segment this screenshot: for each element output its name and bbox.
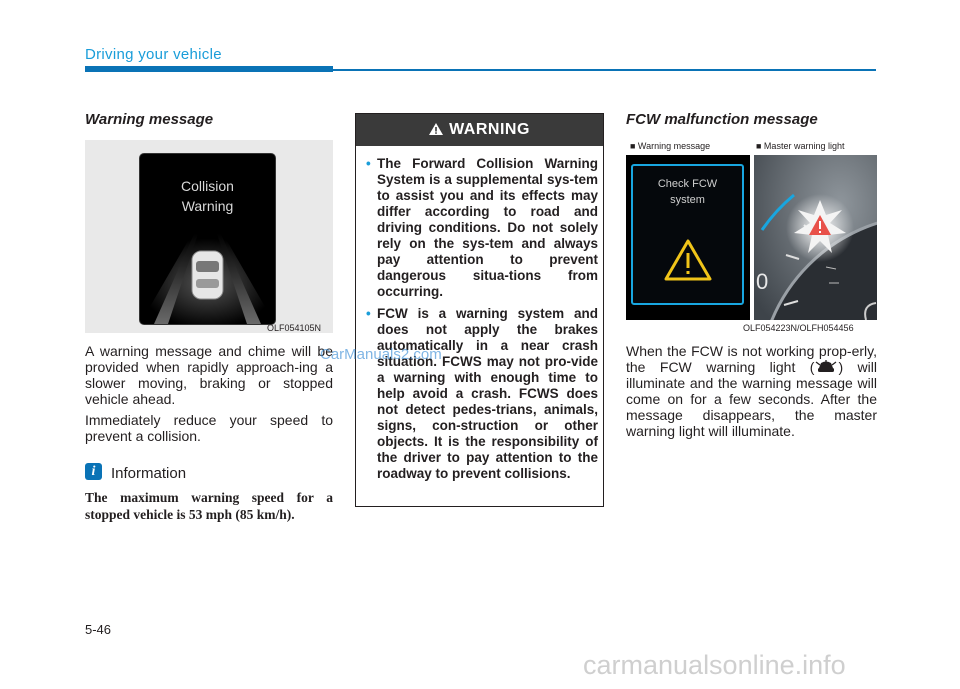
bullet-icon: •: [366, 306, 371, 321]
paragraph-2: Immediately reduce your speed to prevent a collision.: [85, 412, 333, 444]
header-bar: [85, 66, 333, 72]
fcw-paragraph-end: ) will illuminate and the warning message will come on for a few seconds. After the message disappears, the master warning light will illuminate.: [626, 359, 877, 439]
screen-line-2: Warning: [181, 198, 234, 214]
car-road-illustration: [140, 229, 275, 324]
info-icon: i: [85, 463, 102, 480]
master-warning-light-figure: [754, 155, 877, 320]
screen-line-1: Collision: [181, 178, 234, 194]
warning-item-text: The Forward Collision Warning System is a supplemental sys-tem to assist you and its effects may differ according to road and driving conditions. Do not solely rely on the sys-tem and always pay attention to prevent dangerous situa-tions from occurring.: [377, 156, 598, 299]
fcw-screen-message: [633, 176, 742, 208]
figure-code: OLF054105N: [267, 323, 322, 333]
warning-message-heading: Warning message: [85, 111, 214, 128]
warning-triangle-icon: [429, 123, 443, 135]
warning-title: WARNING: [449, 121, 530, 138]
warning-triangle-icon: [663, 238, 713, 282]
fcw-screen-line-1: Check FCW: [657, 178, 718, 190]
fcw-warning-light-icon: [815, 360, 837, 374]
bullet-icon: •: [366, 156, 371, 171]
collision-warning-screen: [139, 153, 276, 325]
fcw-paragraph-start: When the FCW is not working prop-erly, the FCW warning light (: [626, 343, 877, 375]
screen-message: [140, 176, 275, 216]
section-title: Driving your vehicle: [85, 46, 222, 63]
warning-title-wrap: [356, 114, 603, 146]
fcw-screen-line-2: system: [670, 194, 705, 206]
gauge-digit: 0: [756, 269, 769, 294]
page-number: 5-46: [85, 622, 112, 637]
info-text: The maximum warning speed for a stopped vehicle is 53 mph (85 km/h).: [85, 490, 333, 522]
gauge-cluster-illustration: [754, 155, 877, 320]
fcw-paragraph: [626, 343, 877, 439]
info-title: Information: [111, 465, 187, 482]
warning-item-text: FCW is a warning system and does not apply the brakes automatically in a near crash situation. FCWS may not pro-vide a warning with enough time to help avoid a crash. FCWS does not detect pedes-trians, animals, signs, con-struction or other objects. It is the responsibility of the driver to pay attention to the roadway to prevent collisions.: [377, 306, 598, 481]
warning-item: [366, 156, 598, 300]
header-rule: [333, 69, 876, 71]
paragraph-1: A warning message and chime will be provided when rapidly approach-ing a slower moving, braking or stopped vehicle ahead.: [85, 343, 333, 407]
caption-warning-message: ■ Warning message: [630, 141, 711, 151]
caption-master-warning: ■ Master warning light: [756, 141, 845, 151]
warning-item: [366, 306, 598, 482]
figure-code-2: OLF054223N/OLFH054456: [743, 323, 854, 333]
watermark-center: CarManuals2.com: [320, 346, 442, 363]
warning-list: [366, 156, 598, 488]
check-fcw-screen: [631, 164, 744, 305]
warning-header: [356, 114, 603, 146]
watermark-bottom: carmanualsonline.info: [583, 650, 846, 680]
fcw-malfunction-heading: FCW malfunction message: [626, 111, 818, 128]
